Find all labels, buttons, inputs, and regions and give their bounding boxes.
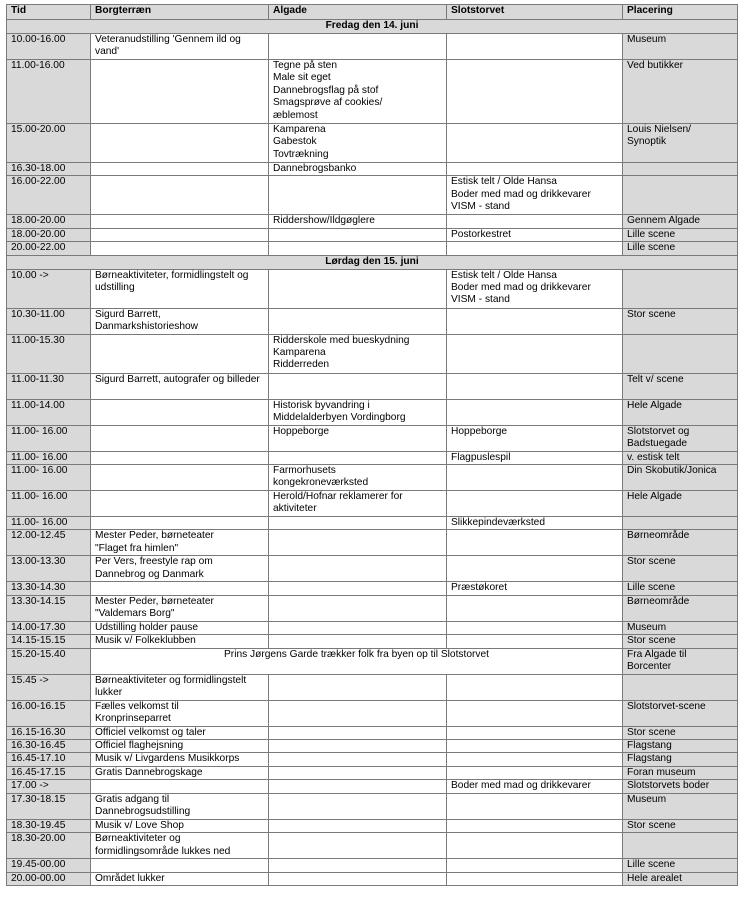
time-cell: 16.15-16.30 bbox=[7, 726, 91, 739]
algade-cell bbox=[269, 595, 447, 621]
day-header-row bbox=[7, 20, 738, 34]
spanning-activity-cell: Prins Jørgens Garde trækker folk fra byen op til Slotstorvet bbox=[91, 648, 623, 674]
time-cell: 15.45 -> bbox=[7, 674, 91, 700]
time-cell: 11.00- 16.00 bbox=[7, 517, 91, 530]
borgterraen-cell: Mester Peder, børneteater "Valdemars Borg" bbox=[91, 595, 269, 621]
day-header-row bbox=[7, 255, 738, 269]
placering-cell: v. estisk telt bbox=[623, 451, 738, 464]
algade-cell bbox=[269, 556, 447, 582]
borgterraen-cell bbox=[91, 176, 269, 215]
schedule-document bbox=[6, 4, 737, 886]
placering-cell: Ved butikker bbox=[623, 60, 738, 124]
placering-cell: Din Skobutik/Jonica bbox=[623, 465, 738, 491]
slotstorvet-cell: Hoppeborge bbox=[447, 425, 623, 451]
borgterraen-cell: Musik v/ Love Shop bbox=[91, 819, 269, 832]
table-row bbox=[7, 176, 738, 215]
time-cell: 15.00-20.00 bbox=[7, 124, 91, 163]
borgterraen-cell: Musik v/ Livgardens Musikkorps bbox=[91, 753, 269, 766]
time-cell: 11.00-14.00 bbox=[7, 399, 91, 425]
algade-cell bbox=[269, 819, 447, 832]
algade-cell bbox=[269, 700, 447, 726]
column-header-placering: Placering bbox=[623, 5, 738, 20]
placering-cell: Lille scene bbox=[623, 582, 738, 595]
placering-cell: Hele Algade bbox=[623, 491, 738, 517]
algade-cell bbox=[269, 308, 447, 334]
borgterraen-cell: Børneaktiviteter, formidlingstelt og udstilling bbox=[91, 269, 269, 308]
placering-cell: Slotstorvet og Badstuegade bbox=[623, 425, 738, 451]
table-row bbox=[7, 60, 738, 124]
table-row bbox=[7, 215, 738, 228]
placering-cell: Lille scene bbox=[623, 242, 738, 255]
borgterraen-cell: Fælles velkomst til Kronprinseparret bbox=[91, 700, 269, 726]
time-cell: 18.00-20.00 bbox=[7, 215, 91, 228]
table-row bbox=[7, 465, 738, 491]
slotstorvet-cell bbox=[447, 163, 623, 176]
table-row bbox=[7, 242, 738, 255]
slotstorvet-cell bbox=[447, 726, 623, 739]
table-row bbox=[7, 34, 738, 60]
slotstorvet-cell: Præstøkoret bbox=[447, 582, 623, 595]
slotstorvet-cell: Boder med mad og drikkevarer bbox=[447, 780, 623, 793]
table-row bbox=[7, 833, 738, 859]
borgterraen-cell: Officiel velkomst og taler bbox=[91, 726, 269, 739]
table-row bbox=[7, 451, 738, 464]
table-row bbox=[7, 308, 738, 334]
placering-cell: Stor scene bbox=[623, 308, 738, 334]
algade-cell: Tegne på sten Male sit eget Dannebrogsflag på stof Smagsprøve af cookies/ æblemost bbox=[269, 60, 447, 124]
borgterraen-cell bbox=[91, 425, 269, 451]
slotstorvet-cell bbox=[447, 242, 623, 255]
table-row bbox=[7, 334, 738, 373]
placering-cell: Børneområde bbox=[623, 595, 738, 621]
slotstorvet-cell: Slikkepindeværksted bbox=[447, 517, 623, 530]
placering-cell: Louis Nielsen/ Synoptik bbox=[623, 124, 738, 163]
time-cell: 14.00-17.30 bbox=[7, 621, 91, 634]
slotstorvet-cell: Estisk telt / Olde Hansa Boder med mad og drikkevarer VISM - stand bbox=[447, 176, 623, 215]
algade-cell bbox=[269, 833, 447, 859]
schedule-table bbox=[6, 4, 738, 886]
slotstorvet-cell bbox=[447, 833, 623, 859]
algade-cell bbox=[269, 621, 447, 634]
algade-cell bbox=[269, 753, 447, 766]
table-row bbox=[7, 399, 738, 425]
slotstorvet-cell bbox=[447, 215, 623, 228]
algade-cell: Dannebrogsbanko bbox=[269, 163, 447, 176]
table-row bbox=[7, 228, 738, 241]
slotstorvet-cell bbox=[447, 491, 623, 517]
placering-cell: Flagstang bbox=[623, 740, 738, 753]
slotstorvet-cell bbox=[447, 34, 623, 60]
time-cell: 11.00-15.30 bbox=[7, 334, 91, 373]
algade-cell bbox=[269, 726, 447, 739]
algade-cell bbox=[269, 451, 447, 464]
table-row bbox=[7, 373, 738, 399]
time-cell: 11.00-16.00 bbox=[7, 60, 91, 124]
placering-cell: Lille scene bbox=[623, 859, 738, 872]
algade-cell: Herold/Hofnar reklamerer for aktiviteter bbox=[269, 491, 447, 517]
time-cell: 20.00-00.00 bbox=[7, 872, 91, 885]
table-row bbox=[7, 621, 738, 634]
borgterraen-cell: Gratis Dannebrogskage bbox=[91, 766, 269, 779]
table-row bbox=[7, 726, 738, 739]
placering-cell: Museum bbox=[623, 793, 738, 819]
time-cell: 13.00-13.30 bbox=[7, 556, 91, 582]
borgterraen-cell bbox=[91, 215, 269, 228]
placering-cell bbox=[623, 674, 738, 700]
time-cell: 18.30-20.00 bbox=[7, 833, 91, 859]
algade-cell: Riddershow/Ildgøglere bbox=[269, 215, 447, 228]
placering-cell: Telt v/ scene bbox=[623, 373, 738, 399]
table-row bbox=[7, 635, 738, 648]
slotstorvet-cell bbox=[447, 793, 623, 819]
algade-cell: Kamparena Gabestok Tovtrækning bbox=[269, 124, 447, 163]
algade-cell bbox=[269, 34, 447, 60]
placering-cell: Lille scene bbox=[623, 228, 738, 241]
borgterraen-cell bbox=[91, 451, 269, 464]
table-row bbox=[7, 163, 738, 176]
borgterraen-cell: Børneaktiviteter og formidlingstelt lukker bbox=[91, 674, 269, 700]
time-cell: 16.30-18.00 bbox=[7, 163, 91, 176]
placering-cell: Museum bbox=[623, 34, 738, 60]
table-row bbox=[7, 793, 738, 819]
borgterraen-cell: Musik v/ Folkeklubben bbox=[91, 635, 269, 648]
placering-cell: Slotstorvet-scene bbox=[623, 700, 738, 726]
slotstorvet-cell bbox=[447, 124, 623, 163]
borgterraen-cell bbox=[91, 60, 269, 124]
header-row bbox=[7, 5, 738, 20]
slotstorvet-cell bbox=[447, 700, 623, 726]
borgterraen-cell bbox=[91, 491, 269, 517]
table-row bbox=[7, 517, 738, 530]
placering-cell: Stor scene bbox=[623, 556, 738, 582]
slotstorvet-cell bbox=[447, 556, 623, 582]
slotstorvet-cell bbox=[447, 766, 623, 779]
slotstorvet-cell bbox=[447, 635, 623, 648]
table-row bbox=[7, 269, 738, 308]
placering-cell: Hele arealet bbox=[623, 872, 738, 885]
borgterraen-cell: Per Vers, freestyle rap om Dannebrog og Danmark bbox=[91, 556, 269, 582]
borgterraen-cell bbox=[91, 517, 269, 530]
placering-cell: Hele Algade bbox=[623, 399, 738, 425]
slotstorvet-cell bbox=[447, 621, 623, 634]
time-cell: 16.30-16.45 bbox=[7, 740, 91, 753]
algade-cell bbox=[269, 740, 447, 753]
placering-cell: Fra Algade til Borcenter bbox=[623, 648, 738, 674]
day-heading: Fredag den 14. juni bbox=[7, 20, 738, 34]
algade-cell bbox=[269, 517, 447, 530]
borgterraen-cell: Sigurd Barrett, autografer og billeder bbox=[91, 373, 269, 399]
column-header-algade: Algade bbox=[269, 5, 447, 20]
placering-cell: Stor scene bbox=[623, 819, 738, 832]
slotstorvet-cell bbox=[447, 740, 623, 753]
table-row bbox=[7, 124, 738, 163]
borgterraen-cell: Mester Peder, børneteater "Flaget fra himlen" bbox=[91, 530, 269, 556]
time-cell: 17.30-18.15 bbox=[7, 793, 91, 819]
table-row bbox=[7, 491, 738, 517]
time-cell: 15.20-15.40 bbox=[7, 648, 91, 674]
time-cell: 10.00-16.00 bbox=[7, 34, 91, 60]
table-row bbox=[7, 700, 738, 726]
borgterraen-cell: Området lukker bbox=[91, 872, 269, 885]
slotstorvet-cell bbox=[447, 674, 623, 700]
placering-cell bbox=[623, 163, 738, 176]
placering-cell: Stor scene bbox=[623, 726, 738, 739]
table-row bbox=[7, 648, 738, 674]
time-cell: 19.45-00.00 bbox=[7, 859, 91, 872]
algade-cell bbox=[269, 269, 447, 308]
algade-cell bbox=[269, 674, 447, 700]
table-row bbox=[7, 753, 738, 766]
time-cell: 16.00-16.15 bbox=[7, 700, 91, 726]
slotstorvet-cell: Flagpuslespil bbox=[447, 451, 623, 464]
algade-cell bbox=[269, 582, 447, 595]
time-cell: 10.30-11.00 bbox=[7, 308, 91, 334]
time-cell: 13.30-14.15 bbox=[7, 595, 91, 621]
borgterraen-cell bbox=[91, 780, 269, 793]
borgterraen-cell: Udstilling holder pause bbox=[91, 621, 269, 634]
slotstorvet-cell bbox=[447, 60, 623, 124]
schedule-body bbox=[7, 20, 738, 886]
algade-cell bbox=[269, 530, 447, 556]
slotstorvet-cell bbox=[447, 859, 623, 872]
placering-cell bbox=[623, 334, 738, 373]
time-cell: 11.00- 16.00 bbox=[7, 425, 91, 451]
algade-cell bbox=[269, 373, 447, 399]
table-row bbox=[7, 582, 738, 595]
borgterraen-cell bbox=[91, 465, 269, 491]
column-header-slotstorvet: Slotstorvet bbox=[447, 5, 623, 20]
borgterraen-cell: Officiel flaghejsning bbox=[91, 740, 269, 753]
borgterraen-cell bbox=[91, 334, 269, 373]
borgterraen-cell: Børneaktiviteter og formidlingsområde lukkes ned bbox=[91, 833, 269, 859]
table-row bbox=[7, 819, 738, 832]
algade-cell bbox=[269, 872, 447, 885]
algade-cell: Farmorhusets kongekroneværksted bbox=[269, 465, 447, 491]
day-heading: Lørdag den 15. juni bbox=[7, 255, 738, 269]
column-header-borgterraen: Borgterræn bbox=[91, 5, 269, 20]
placering-cell bbox=[623, 517, 738, 530]
placering-cell bbox=[623, 269, 738, 308]
borgterraen-cell bbox=[91, 163, 269, 176]
algade-cell bbox=[269, 859, 447, 872]
borgterraen-cell: Sigurd Barrett, Danmarkshistorieshow bbox=[91, 308, 269, 334]
placering-cell: Stor scene bbox=[623, 635, 738, 648]
placering-cell: Foran museum bbox=[623, 766, 738, 779]
algade-cell: Historisk byvandring i Middelalderbyen Vordingborg bbox=[269, 399, 447, 425]
time-cell: 16.45-17.15 bbox=[7, 766, 91, 779]
algade-cell bbox=[269, 780, 447, 793]
algade-cell bbox=[269, 242, 447, 255]
time-cell: 16.45-17.10 bbox=[7, 753, 91, 766]
table-row bbox=[7, 859, 738, 872]
placering-cell: Børneområde bbox=[623, 530, 738, 556]
slotstorvet-cell bbox=[447, 595, 623, 621]
time-cell: 11.00- 16.00 bbox=[7, 451, 91, 464]
placering-cell: Gennem Algade bbox=[623, 215, 738, 228]
table-row bbox=[7, 530, 738, 556]
time-cell: 11.00-11.30 bbox=[7, 373, 91, 399]
algade-cell bbox=[269, 793, 447, 819]
time-cell: 14.15-15.15 bbox=[7, 635, 91, 648]
borgterraen-cell bbox=[91, 242, 269, 255]
slotstorvet-cell bbox=[447, 373, 623, 399]
slotstorvet-cell bbox=[447, 753, 623, 766]
table-row bbox=[7, 425, 738, 451]
borgterraen-cell: Gratis adgang til Dannebrogsudstilling bbox=[91, 793, 269, 819]
table-row bbox=[7, 556, 738, 582]
time-cell: 17.00 -> bbox=[7, 780, 91, 793]
column-header-tid: Tid bbox=[7, 5, 91, 20]
placering-cell bbox=[623, 833, 738, 859]
borgterraen-cell bbox=[91, 859, 269, 872]
placering-cell: Flagstang bbox=[623, 753, 738, 766]
table-row bbox=[7, 674, 738, 700]
table-row bbox=[7, 780, 738, 793]
time-cell: 18.30-19.45 bbox=[7, 819, 91, 832]
borgterraen-cell bbox=[91, 124, 269, 163]
algade-cell bbox=[269, 635, 447, 648]
time-cell: 10.00 -> bbox=[7, 269, 91, 308]
slotstorvet-cell bbox=[447, 334, 623, 373]
placering-cell: Slotstorvets boder bbox=[623, 780, 738, 793]
placering-cell bbox=[623, 176, 738, 215]
algade-cell bbox=[269, 228, 447, 241]
slotstorvet-cell bbox=[447, 530, 623, 556]
table-row bbox=[7, 595, 738, 621]
slotstorvet-cell: Postorkestret bbox=[447, 228, 623, 241]
borgterraen-cell bbox=[91, 582, 269, 595]
time-cell: 13.30-14.30 bbox=[7, 582, 91, 595]
algade-cell: Hoppeborge bbox=[269, 425, 447, 451]
table-row bbox=[7, 872, 738, 885]
slotstorvet-cell bbox=[447, 308, 623, 334]
time-cell: 20.00-22.00 bbox=[7, 242, 91, 255]
borgterraen-cell bbox=[91, 228, 269, 241]
table-row bbox=[7, 766, 738, 779]
time-cell: 11.00- 16.00 bbox=[7, 465, 91, 491]
algade-cell bbox=[269, 176, 447, 215]
borgterraen-cell: Veteranudstilling 'Gennem ild og vand' bbox=[91, 34, 269, 60]
slotstorvet-cell bbox=[447, 819, 623, 832]
algade-cell bbox=[269, 766, 447, 779]
slotstorvet-cell bbox=[447, 872, 623, 885]
slotstorvet-cell bbox=[447, 465, 623, 491]
time-cell: 18.00-20.00 bbox=[7, 228, 91, 241]
time-cell: 16.00-22.00 bbox=[7, 176, 91, 215]
borgterraen-cell bbox=[91, 399, 269, 425]
table-row bbox=[7, 740, 738, 753]
slotstorvet-cell: Estisk telt / Olde Hansa Boder med mad og drikkevarer VISM - stand bbox=[447, 269, 623, 308]
time-cell: 12.00-12.45 bbox=[7, 530, 91, 556]
algade-cell: Ridderskole med bueskydning Kamparena Ridderreden bbox=[269, 334, 447, 373]
placering-cell: Museum bbox=[623, 621, 738, 634]
slotstorvet-cell bbox=[447, 399, 623, 425]
time-cell: 11.00- 16.00 bbox=[7, 491, 91, 517]
